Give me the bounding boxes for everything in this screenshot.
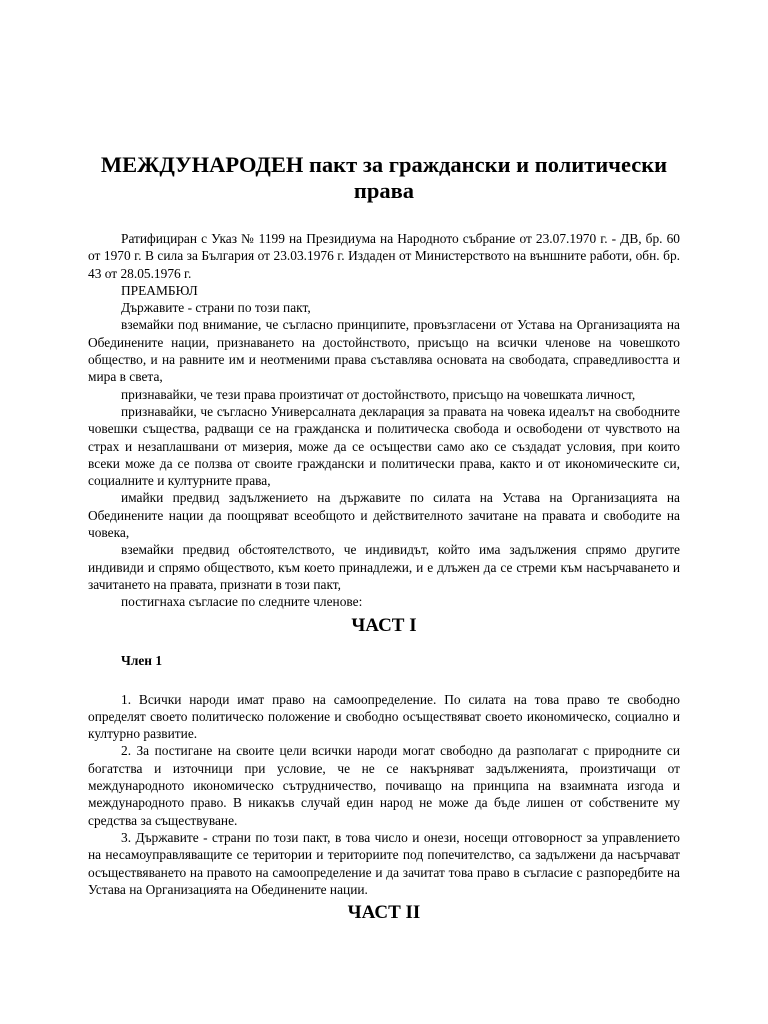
part-1-heading: ЧАСТ I <box>351 614 417 636</box>
article-1-paragraph: 1. Всички народи имат право на самоопределение. По силата на това право те свободно определят своето политическо положение и свободно осъществяват своето икономическо, социално и културно развитие. <box>88 691 680 742</box>
article-1-paragraph: 3. Държавите - страни по този пакт, в това число и онези, носещи отговорност за управлението на несамоуправляващите се територии и териториите под попечителство, са задължени да насърчават осъществяването на правото на самоопределение и да зачитат това право в съгласие с разпоредбите на Устава на Организацията на Обединените нации. <box>88 829 680 897</box>
article-1-paragraph: 2. За постигане на своите цели всички народи могат свободно да разполагат с природните си богатства и източници при условие, че не се накърняват задълженията, произтичащи от международното икономическо сътрудничество, почиващо на принципа на взаимната изгода и международното право. В никакъв случай един народ не може да бъде лишен от собствените му средства за съществуване. <box>88 743 680 828</box>
preamble-paragraph: вземайки предвид обстоятелството, че индивидът, който има задължения спрямо другите индивиди и спрямо обществото, към което принадлежи, и е длъжен да се стреми към насърчаването и зачитането на правата, признати в този пакт, <box>88 542 680 592</box>
document-body <box>88 230 680 925</box>
preamble-paragraph: вземайки под внимание, че съгласно принципите, провъзгласени от Устава на Организацията на Обединените нации, признаването на достойнството, присъщо на всички членове на човешкото общество, и на равните им и неотменими права съставлява основата на свободата, справедливостта и мира в света, <box>88 317 680 385</box>
preamble-heading: ПРЕАМБЮЛ <box>121 282 198 298</box>
document-title: МЕЖДУНАРОДЕН пакт за граждански и политически права <box>100 152 668 203</box>
part-2-heading: ЧАСТ II <box>347 902 421 924</box>
preamble-paragraph: Държавите - страни по този пакт, <box>121 300 311 316</box>
preamble-paragraph: постигнаха съгласие по следните членове: <box>121 594 363 610</box>
preamble-paragraph: признавайки, че съгласно Универсалната декларация за правата на човека идеалът на свободните човешки същества, радващи се на гражданска и политическа свобода и освободени от чувството на страх и незаплашвани от мизерия, може да се осъществи само ако се създадат условия, при които всеки може да се ползва от своите граждански и политически права, както и от икономическите си, социалните и културните права, <box>88 403 680 489</box>
preamble-paragraph: имайки предвид задължението на държавите по силата на Устава на Организацията на Обединените нации да поощряват всеобщото и действителното зачитане на правата и свободите на човека, <box>88 490 680 541</box>
preamble-paragraph: признавайки, че тези права произтичат от достойнството, присъщо на човешката личност, <box>121 386 636 402</box>
ratification-note: Ратифициран с Указ № 1199 на Президиума на Народното събрание от 23.07.1970 г. - ДВ, бр. 60 от 1970 г. В сила за България от 23.03.1976 г. Издаден от Министерството на външните работи, обн. бр. 43 от 28.05.1976 г. <box>88 231 680 281</box>
article-1-heading: Член 1 <box>121 652 163 668</box>
